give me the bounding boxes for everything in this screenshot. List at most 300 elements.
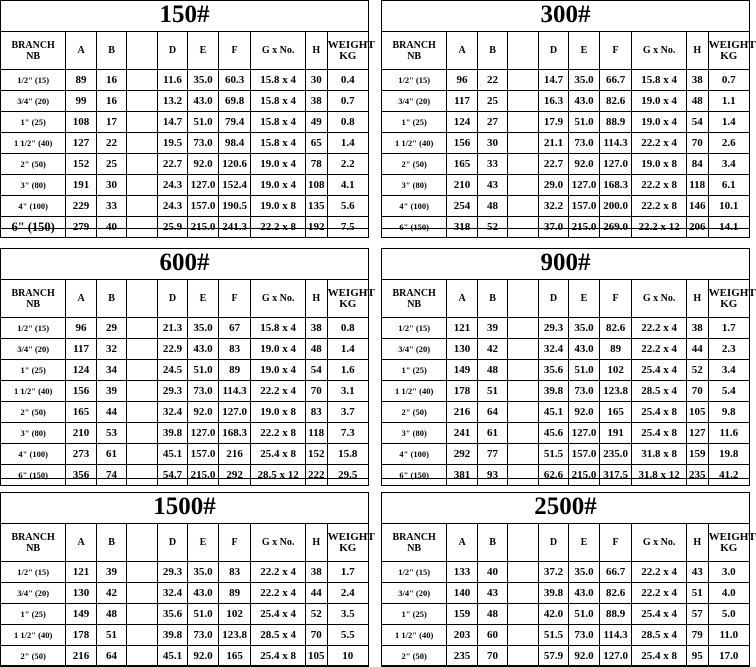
header-h-label: H [312,45,321,56]
cell-f: 292 [218,465,251,486]
table-row [1,444,369,465]
table-row [1,133,369,154]
column-header-b [477,32,507,70]
cell-e: 157.0 [188,196,218,217]
cell-g-x-no: 15.8 x 4 [251,91,305,112]
table-row [382,196,750,217]
cell-blank [508,444,538,465]
column-header-e [188,524,218,562]
cell-e: 127.0 [188,423,218,444]
cell-d: 39.8 [157,423,187,444]
cell-b: 25 [96,154,126,175]
cell-blank [127,562,157,583]
cell-blank [508,402,538,423]
cell-a: 130 [66,583,96,604]
cell-h: 127 [686,423,708,444]
column-header-weight [327,32,375,70]
header-a-label: A [458,45,466,56]
cell-branch-nb: 1 1/2" (40) [382,625,447,646]
header-weight-label: WEIGHT [708,530,756,543]
header-a-label: A [77,293,85,304]
cell-weight: 11.6 [708,423,749,444]
cell-b: 30 [96,175,126,196]
cell-a: 381 [447,465,477,486]
cell-a: 117 [66,339,96,360]
cell-b: 51 [477,381,507,402]
cell-f: 79.4 [218,112,251,133]
cell-d: 45.1 [157,646,187,667]
cell-blank [508,112,538,133]
cell-e: 51.0 [569,360,599,381]
cell-branch-nb: 3/4" (20) [382,339,447,360]
header-row [1,280,369,318]
header-row [382,524,750,562]
cell-d: 29.3 [538,318,568,339]
header-a-label: A [77,537,85,548]
cell-h: 105 [686,402,708,423]
cell-g-x-no: 15.8 x 4 [251,133,305,154]
cell-branch-nb: 3" (80) [382,175,447,196]
cell-branch-nb: 1" (25) [382,112,447,133]
cell-branch-nb: 3" (80) [1,423,66,444]
cell-f: 114.3 [599,625,632,646]
cell-d: 22.9 [157,339,187,360]
cell-branch-nb: 6" (150) [1,465,66,486]
cell-branch-nb: 3/4" (20) [1,583,66,604]
pressure-class-title: 1500# [153,493,216,520]
cell-weight: 3.5 [327,604,368,625]
cell-e: 43.0 [569,339,599,360]
cell-blank [508,70,538,91]
cell-blank [508,196,538,217]
header-kg-label: KG [339,297,357,310]
header-f-label: F [612,537,619,548]
cell-b: 25 [477,91,507,112]
cell-b: 42 [477,339,507,360]
header-h-label: H [693,45,702,56]
column-header-g-x-no [632,32,686,70]
cell-b: 39 [477,318,507,339]
cell-a: 318 [447,217,477,238]
cell-blank [127,133,157,154]
cell-a: 273 [66,444,96,465]
cell-d: 24.5 [157,360,187,381]
cell-a: 216 [447,402,477,423]
cell-f: 127.0 [218,402,251,423]
cell-branch-nb: 6" (150) [382,217,447,238]
cell-blank [508,154,538,175]
table-row [382,625,750,646]
header-nb-label: NB [407,50,422,62]
pressure-class-panel [381,492,756,666]
cell-branch-nb: 2" (50) [1,646,66,667]
cell-h: 52 [686,360,708,381]
table-row [1,70,369,91]
cell-b: 33 [477,154,507,175]
cell-g-x-no: 15.8 x 4 [632,70,686,91]
cell-h: 70 [686,133,708,154]
cell-h: 222 [305,465,327,486]
cell-e: 215.0 [188,465,218,486]
cell-blank [127,217,157,238]
cell-b: 48 [477,604,507,625]
cell-d: 25.9 [157,217,187,238]
header-row [1,524,369,562]
cell-g-x-no: 22.2 x 4 [251,562,305,583]
cell-e: 73.0 [569,625,599,646]
table-row [382,217,750,238]
column-header-branch-nb [1,524,66,562]
cell-e: 51.0 [569,112,599,133]
column-header-e [188,32,218,70]
cell-f: 66.7 [599,70,632,91]
cell-a: 117 [447,91,477,112]
dimension-table [0,523,375,667]
cell-f: 89 [218,360,251,381]
cell-blank [508,562,538,583]
cell-weight: 0.7 [327,91,368,112]
table-row [382,562,750,583]
cell-blank [508,133,538,154]
cell-a: 292 [447,444,477,465]
cell-d: 21.3 [157,318,187,339]
cell-blank [127,175,157,196]
cell-e: 43.0 [569,583,599,604]
cell-weight: 10 [327,646,368,667]
cell-g-x-no: 25.4 x 4 [632,604,686,625]
cell-h: 105 [305,646,327,667]
cell-e: 35.0 [569,318,599,339]
cell-blank [508,465,538,486]
table-row [382,381,750,402]
cell-h: 44 [686,339,708,360]
cell-blank [127,646,157,667]
cell-d: 19.5 [157,133,187,154]
cell-d: 14.7 [157,112,187,133]
cell-d: 35.6 [157,604,187,625]
cell-weight: 0.8 [327,318,368,339]
cell-weight: 5.4 [708,381,749,402]
column-header-d [157,524,187,562]
cell-a: 279 [66,217,96,238]
cell-h: 30 [305,70,327,91]
cell-h: 192 [305,217,327,238]
cell-blank [127,318,157,339]
cell-e: 73.0 [188,625,218,646]
cell-d: 51.5 [538,444,568,465]
cell-g-x-no: 28.5 x 4 [632,625,686,646]
column-header-b [96,524,126,562]
cell-branch-nb: 3" (80) [1,175,66,196]
cell-f: 83 [218,562,251,583]
cell-h: 43 [686,562,708,583]
cell-f: 235.0 [599,444,632,465]
header-weight-label: WEIGHT [708,286,756,299]
cell-h: 235 [686,465,708,486]
header-e-label: E [199,293,207,304]
cell-a: 254 [447,196,477,217]
cell-weight: 1.1 [708,91,749,112]
table-row [1,339,369,360]
table-row [382,154,750,175]
cell-branch-nb: 2" (50) [382,402,447,423]
cell-branch-nb: 1/2" (15) [1,318,66,339]
pressure-class-title: 2500# [534,493,597,520]
column-header-a [447,32,477,70]
cell-branch-nb: 1 1/2" (40) [382,381,447,402]
cell-h: 48 [305,339,327,360]
column-header-a [447,524,477,562]
cell-branch-nb: 1/2" (15) [382,562,447,583]
cell-branch-nb: 3" (80) [382,423,447,444]
cell-h: 52 [305,604,327,625]
pressure-class-panel [0,492,375,666]
cell-d: 22.7 [538,154,568,175]
cell-branch-nb: 2" (50) [382,154,447,175]
column-header-blank [127,32,157,70]
cell-d: 39.8 [538,381,568,402]
header-g-x-no-label: G x No. [642,45,676,56]
table-row [1,112,369,133]
cell-f: 168.3 [218,423,251,444]
cell-g-x-no: 19.0 x 8 [251,402,305,423]
cell-blank [127,444,157,465]
table-row [382,175,750,196]
header-branch-label: BRANCH [11,39,55,51]
cell-branch-nb: 4" (100) [1,196,66,217]
cell-branch-nb: 3/4" (20) [1,339,66,360]
pressure-class-panel [381,248,756,481]
table-row [1,402,369,423]
pressure-class-title: 300# [540,1,591,28]
cell-e: 51.0 [188,360,218,381]
cell-blank [508,339,538,360]
cell-f: 152.4 [218,175,251,196]
cell-blank [508,625,538,646]
cell-a: 203 [447,625,477,646]
cell-d: 39.8 [157,625,187,646]
cell-e: 73.0 [569,133,599,154]
column-header-branch-nb [382,32,447,70]
cell-g-x-no: 22.2 x 8 [251,423,305,444]
cell-weight: 5.5 [327,625,368,646]
cell-weight: 9.8 [708,402,749,423]
header-d-label: D [549,45,558,56]
cell-branch-nb: 1" (25) [1,360,66,381]
cell-g-x-no: 22.2 x 4 [632,562,686,583]
header-d-label: D [168,293,177,304]
cell-weight: 3.7 [327,402,368,423]
cell-f: 82.6 [599,583,632,604]
cell-b: 40 [96,217,126,238]
cell-blank [508,91,538,112]
cell-blank [127,339,157,360]
cell-branch-nb: 1/2" (15) [1,70,66,91]
cell-g-x-no: 22.2 x 4 [632,339,686,360]
column-header-weight [708,32,756,70]
column-header-f [218,32,251,70]
cell-g-x-no: 28.5 x 12 [251,465,305,486]
header-e-label: E [580,45,588,56]
cell-e: 43.0 [188,339,218,360]
cell-d: 35.6 [538,360,568,381]
cell-blank [127,154,157,175]
cell-b: 17 [96,112,126,133]
cell-d: 45.6 [538,423,568,444]
cell-weight: 2.3 [708,339,749,360]
cell-branch-nb: 2" (50) [1,402,66,423]
cell-branch-nb: 4" (100) [382,196,447,217]
cell-g-x-no: 22.2 x 4 [632,318,686,339]
header-g-x-no-label: G x No. [261,537,295,548]
header-nb-label: NB [26,298,41,310]
header-a-label: A [458,537,466,548]
cell-d: 17.9 [538,112,568,133]
cell-e: 215.0 [188,217,218,238]
cell-e: 43.0 [188,91,218,112]
cell-a: 229 [66,196,96,217]
cell-h: 70 [305,625,327,646]
cell-a: 121 [66,562,96,583]
cell-branch-nb: 2" (50) [382,646,447,667]
table-row [1,196,369,217]
column-header-blank [508,280,538,318]
cell-f: 165 [599,402,632,423]
header-weight-label: WEIGHT [327,286,375,299]
cell-d: 29.0 [538,175,568,196]
cell-f: 66.7 [599,562,632,583]
cell-h: 152 [305,444,327,465]
cell-d: 39.8 [538,583,568,604]
cell-a: 89 [66,70,96,91]
cell-e: 157.0 [569,196,599,217]
cell-h: 83 [305,402,327,423]
cell-blank [508,604,538,625]
header-nb-label: NB [26,542,41,554]
header-row [382,280,750,318]
table-row [1,562,369,583]
cell-d: 37.0 [538,217,568,238]
cell-g-x-no: 19.0 x 4 [632,112,686,133]
cell-b: 39 [96,381,126,402]
cell-b: 16 [96,91,126,112]
cell-weight: 0.8 [327,112,368,133]
cell-d: 45.1 [538,402,568,423]
cell-weight: 3.0 [708,562,749,583]
cell-branch-nb: 1" (25) [382,604,447,625]
cell-e: 51.0 [569,604,599,625]
cell-a: 149 [66,604,96,625]
cell-d: 32.4 [157,402,187,423]
cell-b: 32 [96,339,126,360]
column-header-b [96,32,126,70]
cell-a: 159 [447,604,477,625]
column-header-weight [708,524,756,562]
cell-a: 156 [66,381,96,402]
cell-b: 33 [96,196,126,217]
cell-a: 178 [447,381,477,402]
header-a-label: A [77,45,85,56]
dimension-table [0,279,375,486]
table-row [382,360,750,381]
cell-h: 54 [686,112,708,133]
cell-blank [127,360,157,381]
column-header-g-x-no [632,280,686,318]
column-header-a [66,32,96,70]
cell-f: 69.8 [218,91,251,112]
cell-branch-nb: 6" (150) [1,217,66,238]
table-row [1,465,369,486]
header-kg-label: KG [339,49,357,62]
cell-weight: 2.2 [327,154,368,175]
cell-weight: 0.4 [327,70,368,91]
cell-h: 54 [305,360,327,381]
header-f-label: F [612,45,619,56]
cell-d: 54.7 [157,465,187,486]
cell-b: 64 [477,402,507,423]
column-header-branch-nb [382,280,447,318]
cell-g-x-no: 15.8 x 4 [251,112,305,133]
cell-g-x-no: 19.0 x 4 [251,175,305,196]
column-header-d [538,524,568,562]
cell-g-x-no: 22.2 x 4 [251,381,305,402]
column-header-h [305,32,327,70]
cell-d: 42.0 [538,604,568,625]
cell-weight: 1.6 [327,360,368,381]
cell-e: 51.0 [188,112,218,133]
header-e-label: E [199,537,207,548]
column-header-h [686,32,708,70]
table-row [382,112,750,133]
cell-e: 127.0 [569,423,599,444]
cell-blank [508,318,538,339]
cell-d: 29.3 [157,562,187,583]
cell-b: 52 [477,217,507,238]
header-kg-label: KG [720,541,738,554]
cell-a: 130 [447,339,477,360]
cell-b: 61 [96,444,126,465]
cell-weight: 10.1 [708,196,749,217]
cell-e: 92.0 [188,646,218,667]
cell-e: 73.0 [188,381,218,402]
table-row [382,465,750,486]
cell-b: 34 [96,360,126,381]
cell-b: 74 [96,465,126,486]
cell-blank [508,217,538,238]
cell-a: 127 [66,133,96,154]
table-row [1,154,369,175]
header-d-label: D [168,45,177,56]
cell-b: 43 [477,583,507,604]
cell-g-x-no: 25.4 x 4 [632,360,686,381]
cell-branch-nb: 1 1/2" (40) [1,381,66,402]
column-header-weight [708,280,756,318]
cell-e: 127.0 [569,175,599,196]
cell-b: 30 [477,133,507,154]
cell-f: 98.4 [218,133,251,154]
cell-branch-nb: 1 1/2" (40) [1,133,66,154]
header-nb-label: NB [407,542,422,554]
cell-f: 165 [218,646,251,667]
cell-b: 64 [96,646,126,667]
cell-a: 191 [66,175,96,196]
column-header-a [66,524,96,562]
cell-b: 42 [96,583,126,604]
cell-a: 156 [447,133,477,154]
cell-blank [508,381,538,402]
table-row [1,583,369,604]
pressure-class-panel [0,248,375,481]
